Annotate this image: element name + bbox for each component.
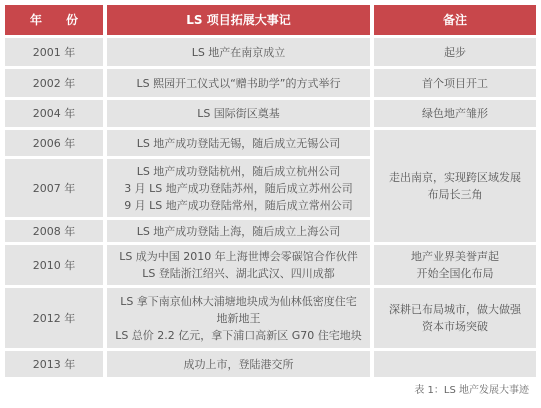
year-cell: 2006 年 [5, 130, 103, 156]
year-cell: 2010 年 [5, 245, 103, 285]
header-event: LS 项目拓展大事记 [107, 5, 370, 35]
year-cell: 2007 年 [5, 159, 103, 217]
table-caption: 表 1：LS 地产发展大事迹 [414, 385, 529, 396]
event-cell: LS 地产成功登陆无锡，随后成立无锡公司 [107, 130, 370, 156]
note-cell [374, 288, 536, 348]
note-cell [374, 130, 536, 242]
event-cell [107, 245, 370, 285]
event-cell: LS 地产在南京成立 [107, 38, 370, 66]
header-note: 备注 [374, 5, 536, 35]
event-cell [107, 288, 370, 348]
event-line: LS 总价 2.2 亿元，拿下浦口高新区 G70 住宅地块 [115, 328, 362, 342]
year-cell: 2004 年 [5, 100, 103, 127]
event-cell: LS 国际街区奠基 [107, 100, 370, 127]
event-line: LS 登陆浙江绍兴、湖北武汉、四川成都 [142, 267, 335, 280]
note-cell: 首个项目开工 [374, 69, 536, 97]
note-cell [374, 245, 536, 285]
year-cell: 2001 年 [5, 38, 103, 66]
note-line: 布局长三角 [427, 188, 483, 201]
year-cell: 2002 年 [5, 69, 103, 97]
event-cell: LS 熙园开工仪式以“赠书助学”的方式举行 [107, 69, 370, 97]
year-cell: 2013 年 [5, 351, 103, 377]
event-line: LS 成为中国 2010 年上海世博会零碳馆合作伙伴 [119, 250, 358, 263]
note-line: 资本市场突破 [422, 320, 488, 333]
note-line: 地产业界美誉声起 [411, 250, 499, 263]
header-year: 年 份 [5, 5, 103, 35]
event-line: 3 月 LS 地产成功登陆苏州，随后成立苏州公司 [124, 181, 353, 195]
note-line: 深耕已布局城市，做大做强 [389, 303, 521, 316]
event-line: 地新地王 [216, 311, 261, 325]
year-cell: 2012 年 [5, 288, 103, 348]
event-cell [107, 159, 370, 217]
event-line: LS 拿下南京仙林大浦塘地块成为仙林低密度住宅 [120, 294, 357, 308]
note-cell [374, 351, 536, 377]
note-line: 走出南京，实现跨区域发展 [389, 171, 521, 184]
note-line: 开始全国化布局 [416, 267, 494, 280]
event-cell: 成功上市，登陆港交所 [107, 351, 370, 377]
event-line: LS 地产成功登陆杭州，随后成立杭州公司 [136, 164, 341, 178]
year-cell: 2008 年 [5, 220, 103, 242]
note-cell: 起步 [374, 38, 536, 66]
event-line: 9 月 LS 地产成功登陆常州，随后成立常州公司 [124, 198, 353, 212]
note-cell: 绿色地产雏形 [374, 100, 536, 127]
event-cell: LS 地产成功登陆上海，随后成立上海公司 [107, 220, 370, 242]
